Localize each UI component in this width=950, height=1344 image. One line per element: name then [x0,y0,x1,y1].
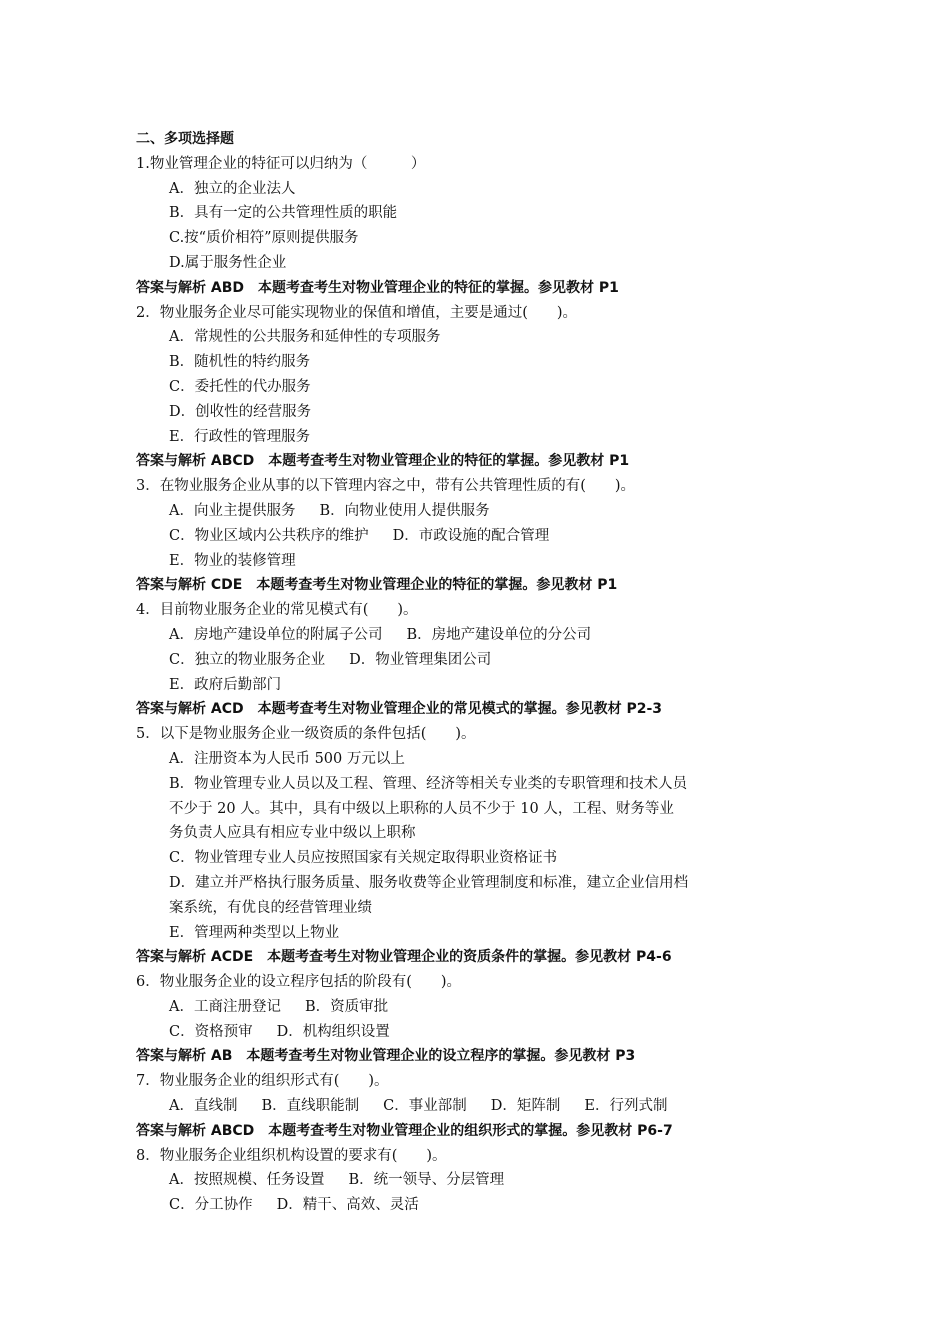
option-item: A．注册资本为人民币 500 万元以上 [169,750,405,767]
question-text: 1.物业管理企业的特征可以归纳为（ ） [136,155,426,172]
section-title: 二、多项选择题 [136,131,234,147]
question-list [136,152,816,1218]
option-item: D．创收性的经营服务 [169,403,312,420]
option-item: D．市政设施的配合管理 [392,527,550,544]
option-item: D．精干、高效、灵活 [276,1197,419,1214]
option-item: C.按“质价相符”原则提供服务 [169,230,359,247]
option-row [136,177,816,202]
answer-explanation: 答案与解析 ACD 本题考查考生对物业管理企业的常见模式的掌握。参见教材 P2-3 [136,701,663,718]
option-row [136,201,816,226]
option-item: B．统一领导、分层管理 [348,1172,505,1189]
option-item: B．资质审批 [304,998,389,1015]
option-row [136,623,816,648]
answer-explanation: 答案与解析 ABCD 本题考查考生对物业管理企业的特征的掌握。参见教材 P1 [136,453,630,470]
option-item: B．向物业使用人提供服务 [319,502,490,519]
question-text: 4．目前物业服务企业的常见模式有( )。 [136,602,418,619]
option-row [136,549,816,574]
option-item: C．物业管理专业人员应按照国家有关规定取得职业资格证书 [169,850,558,867]
option-item: E．政府后勤部门 [169,676,282,693]
option-item: D．物业管理集团公司 [349,651,492,668]
answer-explanation: 答案与解析 ABCD 本题考查考生对物业管理企业的组织形式的掌握。参见教材 P6-7 [136,1122,673,1139]
option-row [136,1168,816,1193]
option-item: E．行列式制 [584,1098,668,1115]
option-row [136,499,816,524]
option-row [136,871,816,896]
question-text: 5．以下是物业服务企业一级资质的条件包括( )。 [136,726,476,743]
option-item: B．具有一定的公共管理性质的职能 [169,205,398,222]
option-item: B．房地产建设单位的分公司 [406,626,592,643]
question-text: 6．物业服务企业的设立程序包括的阶段有( )。 [136,974,462,991]
option-row [136,772,816,797]
option-row [136,1094,816,1119]
question-text: 3．在物业服务企业从事的以下管理内容之中，带有公共管理性质的有( )。 [136,478,636,495]
option-item: C．分工协作 [169,1197,253,1214]
option-row [136,797,816,822]
option-row [136,226,816,251]
option-row [136,1193,816,1218]
option-row [136,375,816,400]
option-row [136,846,816,871]
option-item: A．工商注册登记 [169,998,281,1015]
option-item: B．随机性的特约服务 [169,354,311,371]
option-item: E．管理两种类型以上物业 [169,924,340,941]
option-item: D．建立并严格执行服务质量、服务收费等企业管理制度和标准，建立企业信用档 [169,874,689,891]
option-row [136,821,816,846]
answer-explanation: 答案与解析 ABD 本题考查考生对物业管理企业的特征的掌握。参见教材 P1 [136,279,619,296]
option-row [136,251,816,276]
option-item: 务负责人应具有相应专业中级以上职称 [169,825,416,842]
option-row [136,648,816,673]
option-item: 不少于 20 人。其中，具有中级以上职称的人员不少于 10 人，工程、财务等业 [169,800,674,817]
option-item: C．资格预审 [169,1023,253,1040]
option-row [136,921,816,946]
option-item: A．常规性的公共服务和延伸性的专项服务 [169,329,441,346]
option-item: A．直线制 [169,1098,238,1115]
option-item: C．物业区域内公共秩序的维护 [169,527,369,544]
option-item: D.属于服务性企业 [169,254,287,271]
answer-explanation: 答案与解析 ACDE 本题考查考生对物业管理企业的资质条件的掌握。参见教材 P4-6 [136,949,672,966]
answer-explanation: 答案与解析 AB 本题考查考生对物业管理企业的设立程序的掌握。参见教材 P3 [136,1048,636,1065]
option-item: A．向业主提供服务 [169,502,296,519]
option-item: B．物业管理专业人员以及工程、管理、经济等相关专业类的专职管理和技术人员 [169,775,688,792]
option-item: A．房地产建设单位的附属子公司 [169,626,383,643]
option-item: A．独立的企业法人 [169,180,296,197]
option-item: A．按照规模、任务设置 [169,1172,325,1189]
question-text: 2．物业服务企业尽可能实现物业的保值和增值，主要是通过( )。 [136,304,578,321]
option-row [136,995,816,1020]
option-item: E．物业的装修管理 [169,552,296,569]
option-item: 案系统，有优良的经营管理业绩 [169,899,372,916]
option-item: C．委托性的代办服务 [169,378,311,395]
option-row [136,350,816,375]
answer-explanation: 答案与解析 CDE 本题考查考生对物业管理企业的特征的掌握。参见教材 P1 [136,577,618,594]
option-item: D．机构组织设置 [276,1023,390,1040]
option-row [136,1020,816,1045]
option-row [136,673,816,698]
option-row [136,400,816,425]
option-item: E．行政性的管理服务 [169,428,311,445]
document-page [136,127,816,1218]
option-item: C．事业部制 [383,1098,467,1115]
option-row [136,425,816,450]
option-row [136,896,816,921]
option-row [136,747,816,772]
option-item: D．矩阵制 [490,1098,561,1115]
option-item: C．独立的物业服务企业 [169,651,326,668]
option-item: B．直线职能制 [261,1098,360,1115]
option-row [136,325,816,350]
question-text: 7．物业服务企业的组织形式有( )。 [136,1073,389,1090]
question-text: 8．物业服务企业组织机构设置的要求有( )。 [136,1147,447,1164]
option-row [136,524,816,549]
